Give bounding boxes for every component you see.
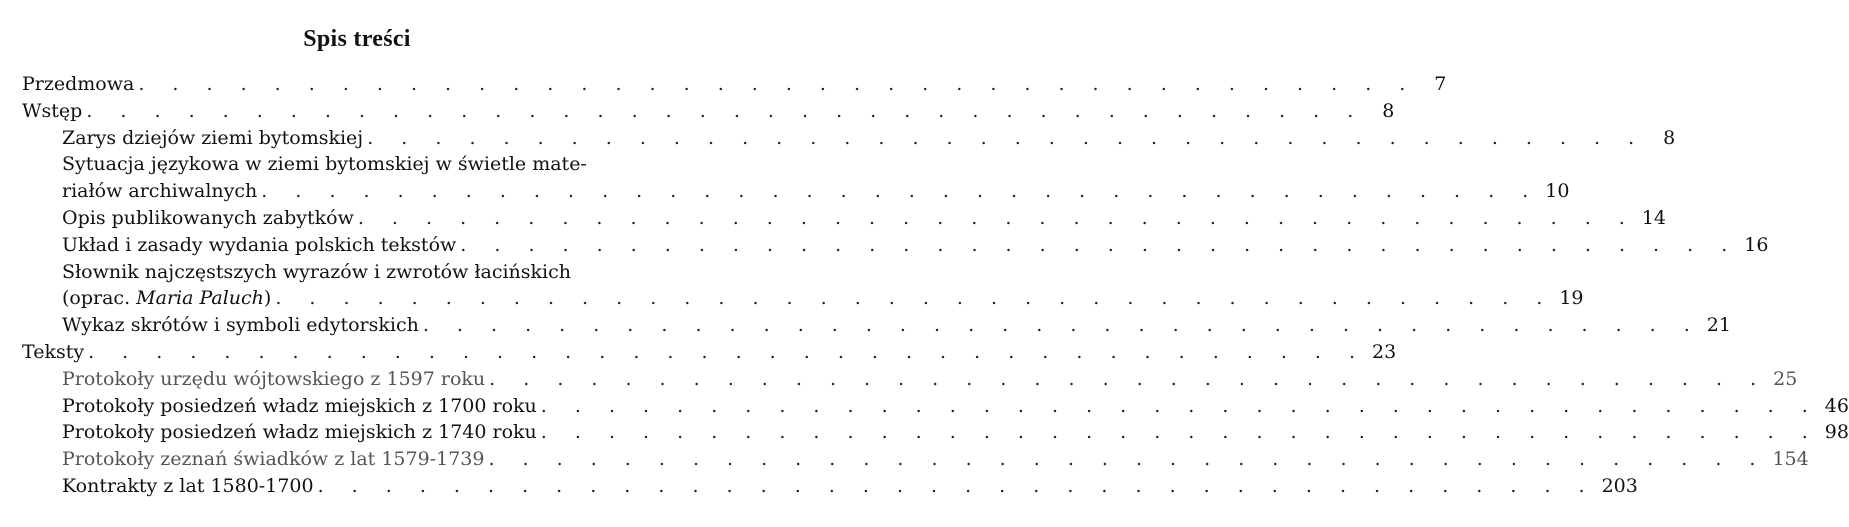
- toc-entry-label: Wstęp: [22, 99, 83, 122]
- toc-entry-label: Przedmowa: [22, 73, 135, 95]
- toc-entry-opis[interactable]: [22, 205, 1666, 232]
- toc-entry-teksty[interactable]: [22, 339, 1397, 366]
- toc-entry-label: Układ i zasady wydania polskich tekstów: [62, 233, 457, 256]
- toc-entry-label: Kontrakty z lat 1580-1700: [62, 474, 314, 497]
- dot-leader: . . . . . . . . . . . . . . . . . . . . . . . . . . . . . . . . . . . . . .: [460, 233, 1739, 256]
- dot-leader: . . . . . . . . . . . . . . . . . . . . . . . . . . . . . . . . . . . . . .: [261, 180, 1540, 203]
- toc-entry-label: Wykaz skrótów i symboli edytorskich: [62, 314, 419, 337]
- toc-page-number: 23: [1372, 340, 1397, 363]
- editor-name: Maria Paluch: [136, 287, 264, 310]
- toc-entry-protokoly-1597[interactable]: [22, 366, 1798, 393]
- dot-leader: . . . . . . . . . . . . . . . . . . . . . . . . . . . . . . . . . . . . . .: [275, 287, 1554, 310]
- table-of-contents: [22, 71, 1849, 500]
- dot-leader: . . . . . . . . . . . . . . . . . . . . . . . . . . . . . . . . . . . . . .: [422, 314, 1701, 337]
- toc-page-number: 10: [1545, 180, 1570, 203]
- editor-suffix: ): [263, 287, 272, 310]
- toc-page-number: 25: [1773, 367, 1798, 390]
- toc-entry-label: Protokoły posiedzeń władz miejskich z 1700 roku: [62, 394, 537, 417]
- toc-entry-slownik[interactable]: [22, 259, 1584, 313]
- toc-entry-label: Protokoły posiedzeń władz miejskich z 1740 roku: [62, 421, 537, 444]
- editor-prefix: (oprac.: [62, 287, 137, 310]
- dot-leader: . . . . . . . . . . . . . . . . . . . . . . . . . . . . . . . . . . . . . .: [489, 367, 1768, 390]
- toc-entry-label: Teksty: [22, 340, 85, 363]
- toc-page-number: 8: [1663, 126, 1676, 149]
- toc-page-number: 14: [1641, 206, 1666, 229]
- toc-entry-label-line2: [62, 285, 275, 312]
- toc-page-number: 7: [1434, 73, 1447, 95]
- dot-leader: . . . . . . . . . . . . . . . . . . . . . . . . . . . . . . . . . . . . . .: [488, 448, 1767, 471]
- dot-leader: . . . . . . . . . . . . . . . . . . . . . . . . . . . . . . . . . . . . . .: [540, 421, 1819, 444]
- toc-page-number: 46: [1824, 394, 1849, 417]
- toc-entry-sytuacja[interactable]: [22, 151, 1570, 205]
- toc-entry-zeznania[interactable]: [22, 446, 1809, 473]
- toc-entry-label: Opis publikowanych zabytków: [62, 206, 354, 229]
- toc-page-number: 8: [1382, 99, 1395, 122]
- toc-entry-zarys[interactable]: [22, 125, 1676, 152]
- toc-page-number: 98: [1824, 421, 1849, 444]
- toc-entry-kontrakty[interactable]: [22, 473, 1638, 500]
- dot-leader: . . . . . . . . . . . . . . . . . . . . . . . . . . . . . . . . . . . . . .: [317, 474, 1596, 497]
- toc-entry-label: Zarys dziejów ziemi bytomskiej: [62, 126, 364, 149]
- toc-entry-wstep[interactable]: [22, 98, 1395, 125]
- toc-entry-protokoly-1740[interactable]: [22, 419, 1849, 446]
- toc-entry-label-line2: riałów archiwalnych: [62, 180, 258, 203]
- toc-page-number: 21: [1706, 314, 1731, 337]
- page-title: Spis treści: [303, 26, 411, 52]
- toc-entry-uklad[interactable]: [22, 232, 1769, 259]
- toc-page-number: 16: [1744, 233, 1769, 256]
- dot-leader: . . . . . . . . . . . . . . . . . . . . . . . . . . . . . . . . . . . . . .: [357, 206, 1636, 229]
- toc-entry-label-line1: Sytuacja językowa w ziemi bytomskiej w świetle mate-: [62, 153, 587, 176]
- toc-entry-label: Protokoły urzędu wójtowskiego z 1597 roku: [62, 367, 486, 390]
- toc-entry-wykaz[interactable]: [22, 312, 1731, 339]
- dot-leader: . . . . . . . . . . . . . . . . . . . . . . . . . . . . . . . . . . . . . .: [367, 126, 1646, 149]
- toc-page-number: 154: [1772, 448, 1809, 471]
- dot-leader: . . . . . . . . . . . . . . . . . . . . . . . . . . . . . . . . . . . . . .: [138, 73, 1417, 95]
- dot-leader: . . . . . . . . . . . . . . . . . . . . . . . . . . . . . . . . . . . . . .: [88, 340, 1367, 363]
- toc-entry-przedmowa[interactable]: [22, 71, 1447, 98]
- toc-page-number: 203: [1601, 474, 1638, 497]
- dot-leader: . . . . . . . . . . . . . . . . . . . . . . . . . . . . . . . . . . . . . .: [540, 394, 1819, 417]
- toc-entry-protokoly-1700[interactable]: [22, 393, 1849, 420]
- toc-page-number: 19: [1559, 287, 1584, 310]
- toc-entry-label-line1: Słownik najczęstszych wyrazów i zwrotów łacińskich: [62, 260, 572, 283]
- toc-entry-label: Protokoły zeznań świadków z lat 1579-1739: [62, 448, 485, 471]
- dot-leader: . . . . . . . . . . . . . . . . . . . . . . . . . . . . . . . . . . . . . .: [86, 99, 1365, 122]
